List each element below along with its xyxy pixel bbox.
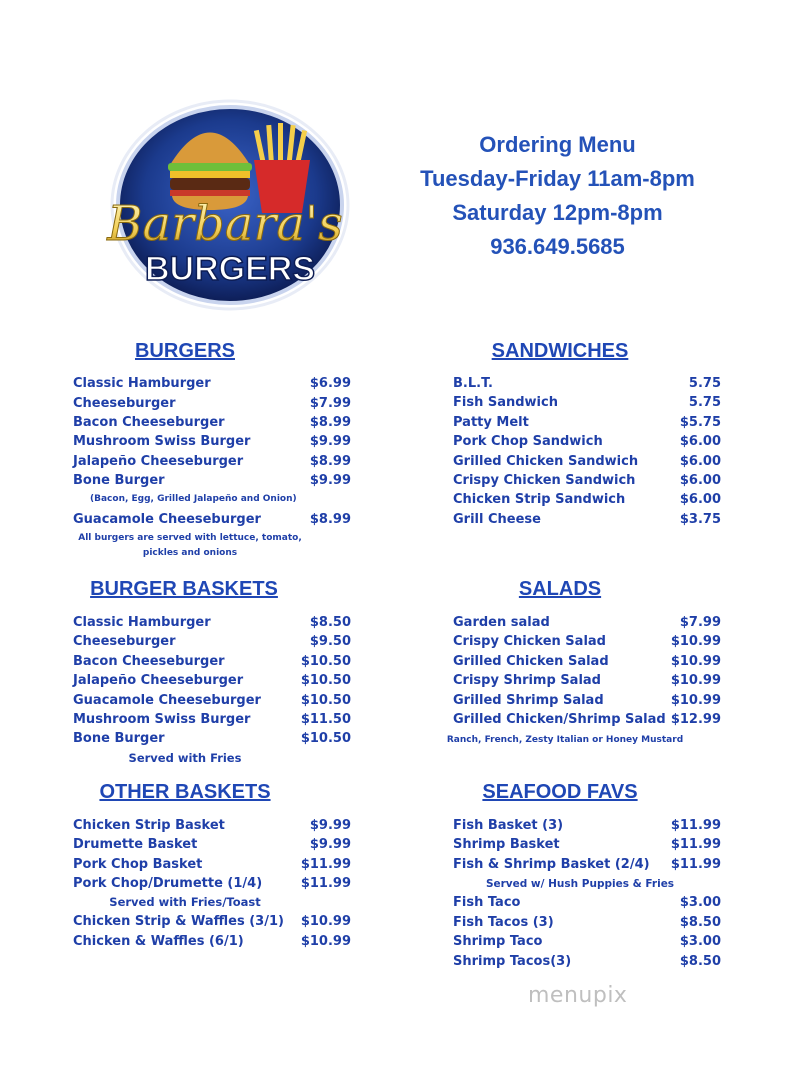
menu-item-price: $9.99 (309, 837, 351, 853)
menu-item-price: $6.00 (679, 453, 721, 469)
menu-item-price: $11.99 (300, 856, 351, 872)
menu-item-price: $10.99 (670, 673, 721, 689)
menu-item-price: $8.99 (309, 454, 351, 469)
menu-item-price: $10.99 (670, 653, 721, 669)
menu-item-price: $10.99 (300, 914, 351, 929)
menu-item-name: Grilled Chicken Salad (453, 653, 609, 669)
menu-item-name: Fish & Shrimp Basket (2/4) (453, 856, 650, 872)
menu-item-name: Grill Cheese (453, 511, 541, 527)
menu-item-price: $8.99 (309, 415, 351, 430)
menu-item-price: $10.50 (300, 673, 351, 689)
menu-item-price: $8.50 (679, 914, 721, 930)
svg-text:BURGERS: BURGERS (144, 250, 316, 288)
menu-item-name: Pork Chop Basket (73, 856, 203, 872)
menu-item-name: Fish Tacos (3) (453, 914, 554, 930)
menu-item-name: Grilled Chicken/Shrimp Salad (453, 712, 666, 727)
menu-item-price: $10.50 (300, 653, 351, 669)
menu-item-price: $12.99 (670, 712, 721, 727)
menu-item-name: Chicken Strip & Waffles (3/1) (73, 914, 284, 929)
menu-item-name: Cheeseburger (73, 634, 176, 650)
menu-item-price: $10.50 (300, 692, 351, 708)
other-baskets-heading: OTHER BASKETS (99, 781, 271, 803)
menu-item-price: $9.50 (309, 634, 351, 650)
menu-item-price: $6.00 (679, 434, 721, 450)
menu-item-name: Pork Chop/Drumette (1/4) (73, 876, 263, 892)
menu-item-price: $10.99 (670, 634, 721, 650)
menu-item-name: Drumette Basket (73, 837, 198, 853)
menu-item-price: $11.99 (670, 856, 721, 872)
menu-item-price: $11.99 (300, 876, 351, 892)
menu-item-name: Jalapeño Cheeseburger (73, 454, 244, 469)
menu-item-name: Mushroom Swiss Burger (73, 434, 251, 449)
menu-item-name: Fish Taco (453, 895, 521, 910)
salads-note: Ranch, French, Zesty Italian or Honey Mustard (446, 735, 684, 745)
menu-item-price: $7.99 (679, 615, 721, 630)
burgers-heading: BURGERS (134, 340, 235, 362)
menu-item-price: $5.75 (679, 414, 721, 430)
menu-item-name: Bone Burger (73, 473, 165, 488)
menu-item-name: Crispy Chicken Sandwich (453, 473, 636, 488)
menu-item-price: $3.00 (679, 895, 721, 910)
menu-item-name: Chicken & Waffles (6/1) (73, 934, 244, 949)
menu-item-price: $10.99 (300, 934, 351, 949)
menu-item-price: $3.75 (679, 511, 721, 527)
menu-item-name: Pork Chop Sandwich (453, 434, 603, 450)
ordering-info (390, 128, 725, 264)
menu-item-name: Bone Burger (73, 731, 165, 747)
menu-item-price: $8.50 (309, 615, 351, 630)
menu-item-name: Fish Sandwich (453, 395, 558, 411)
menu-item-price: $10.50 (300, 731, 351, 747)
menu-item-name: Cheeseburger (73, 396, 176, 411)
burger-baskets-note: Served with Fries (128, 751, 242, 765)
seafood-note: Served w/ Hush Puppies & Fries (485, 878, 675, 890)
menu-item-name: Garden salad (453, 615, 550, 630)
burgers-note-line2: pickles and onions (142, 548, 238, 558)
menu-item-name: Bacon Cheeseburger (73, 653, 225, 669)
menu-item-name: Mushroom Swiss Burger (73, 712, 251, 727)
menu-item-name: Crispy Chicken Salad (453, 634, 606, 650)
menu-item-price: $7.99 (309, 396, 351, 411)
menu-item-price: $3.00 (679, 934, 721, 950)
menu-item-price: $6.00 (679, 473, 721, 488)
menu-item-price: 5.75 (688, 376, 721, 391)
menu-item-name: Guacamole Cheeseburger (73, 512, 261, 527)
seafood-heading: SEAFOOD FAVS (482, 781, 638, 803)
watermark: menupix (528, 983, 628, 1008)
menu-item-name: Grilled Shrimp Salad (453, 692, 604, 708)
phone-number: 936.649.5685 (490, 234, 625, 259)
menu-title: Ordering Menu (479, 132, 636, 157)
menu-item-name: Jalapeño Cheeseburger (73, 673, 244, 689)
menu-item-price: $9.99 (309, 434, 351, 449)
menu-item-price: $9.99 (309, 818, 351, 833)
menu-item-price: $6.99 (309, 376, 351, 391)
menu-item-price: $11.50 (300, 712, 351, 727)
sandwiches-heading: SANDWICHES (491, 340, 629, 362)
menu-item-name: Patty Melt (453, 414, 529, 430)
weekday-hours: Tuesday-Friday 11am-8pm (420, 166, 695, 191)
restaurant-logo (70, 95, 380, 320)
menu-item-name: Crispy Shrimp Salad (453, 673, 601, 689)
burger-baskets-heading: BURGER BASKETS (90, 578, 278, 600)
menu-item-name: Bacon Cheeseburger (73, 415, 225, 430)
menu-item-price: $11.99 (670, 837, 721, 853)
menu-item-name: Grilled Chicken Sandwich (453, 453, 639, 469)
menu-item-name: Guacamole Cheeseburger (73, 692, 261, 708)
menu-item-name: Shrimp Basket (453, 837, 560, 853)
svg-text:Barbara's: Barbara's (107, 196, 343, 252)
menu-item-price: $11.99 (670, 818, 721, 833)
menu-item-name: Shrimp Tacos(3) (453, 953, 572, 969)
menu-item-name: Classic Hamburger (73, 376, 211, 391)
menu-item-name: Chicken Strip Sandwich (453, 492, 626, 508)
saturday-hours: Saturday 12pm-8pm (452, 200, 663, 225)
bone-burger-note: (Bacon, Egg, Grilled Jalapeño and Onion) (90, 494, 297, 504)
menu-item-name: Fish Basket (3) (453, 818, 564, 833)
burgers-note-line1: All burgers are served with lettuce, tomato, (78, 533, 302, 543)
menu-item-name: Classic Hamburger (73, 615, 211, 630)
salads-heading: SALADS (518, 578, 602, 600)
menu-item-name: Shrimp Taco (453, 934, 543, 950)
other-baskets-note: Served with Fries/Toast (109, 895, 261, 909)
menu-item-price: $10.99 (670, 692, 721, 708)
menu-item-price: 5.75 (688, 395, 721, 411)
menu-item-price: $8.99 (309, 512, 351, 527)
menu-item-name: Chicken Strip Basket (73, 818, 225, 833)
menu-item-name: B.L.T. (453, 376, 493, 391)
menu-item-price: $6.00 (679, 492, 721, 508)
menu-item-price: $9.99 (309, 473, 351, 488)
menu-item-price: $8.50 (679, 953, 721, 969)
